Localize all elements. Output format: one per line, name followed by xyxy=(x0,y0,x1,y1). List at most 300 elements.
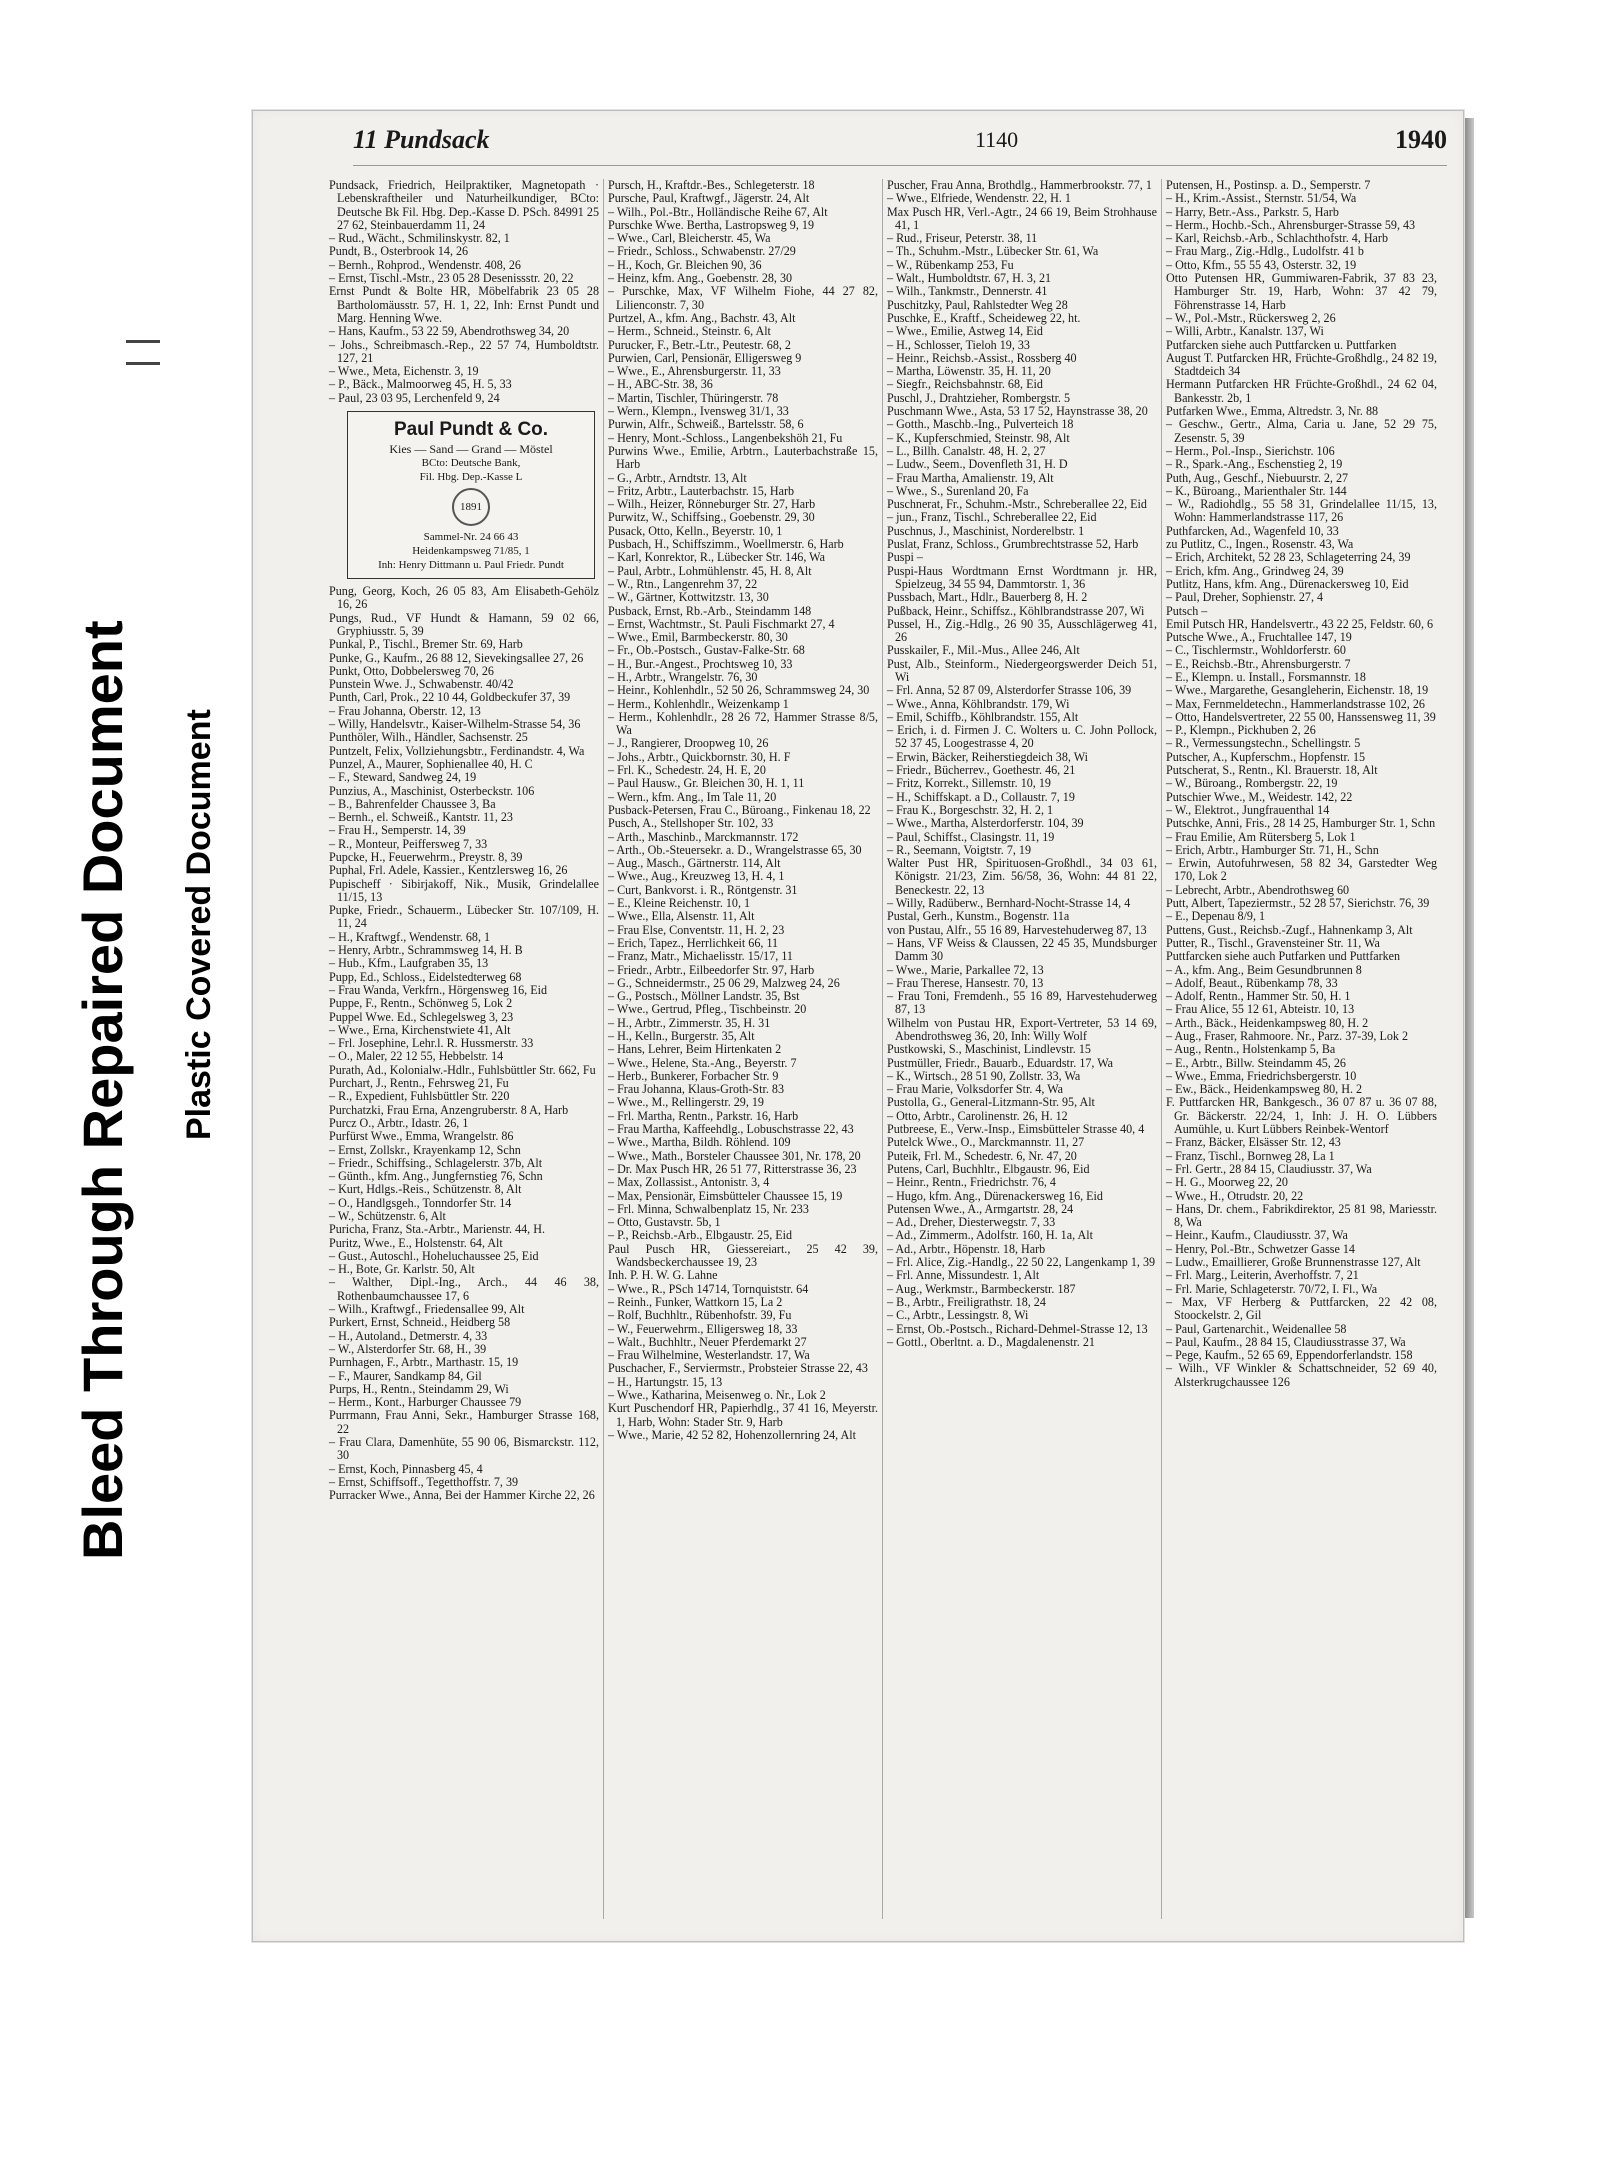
directory-entry: – Frau Wilhelmine, Westerlandstr. 17, Wa xyxy=(608,1348,810,1363)
directory-entry: – Frau Martha, Amalienstr. 19, Alt xyxy=(887,470,1054,485)
directory-entry: – W., Elektrot., Jungfrauenthal 14 xyxy=(1166,802,1330,817)
directory-entry: – Wwe., Ella, Alsenstr. 11, Alt xyxy=(608,909,755,924)
directory-entry: – Paul, Schiffst., Clasingstr. 11, 19 xyxy=(887,829,1055,844)
directory-entry: Purps, H., Rentn., Steindamm 29, Wi xyxy=(329,1381,509,1396)
directory-entry: – Wwe., Katharina, Meisenweg o. Nr., Lok 2 xyxy=(608,1388,826,1403)
directory-entry: – Walt., Humboldtstr. 67, H. 3, 21 xyxy=(887,271,1052,286)
directory-entry: – Lebrecht, Arbtr., Abendrothsweg 60 xyxy=(1166,882,1350,897)
directory-entry: – J., Rangierer, Droopweg 10, 26 xyxy=(608,736,769,751)
directory-entry: – Max, Pensionär, Eimsbütteler Chaussee 15, 19 xyxy=(608,1188,843,1203)
directory-entry: – R., Spark.-Ang., Eschenstieg 2, 19 xyxy=(1166,457,1343,472)
directory-entry: – L., Billh. Canalstr. 48, H. 2, 27 xyxy=(887,443,1046,458)
directory-entry: – Otto, Arbtr., Carolinenstr. 26, H. 12 xyxy=(887,1108,1068,1123)
directory-entry: Pustkowski, S., Maschinist, Lindlevstr. 15 xyxy=(887,1042,1091,1057)
directory-entry: – Bernh., el. Schweiß., Kantstr. 11, 23 xyxy=(329,810,513,825)
directory-entry: Walter Pust HR, Spirituosen-Großhdl., 34 03 61, Königstr. 21/23, Zim. 56/58, 36, Wohn: 44 81 22, Beneckestr. 22, 13 xyxy=(887,856,1157,897)
directory-entry: Pustolla, G., General-Litzmann-Str. 95, Alt xyxy=(887,1095,1095,1110)
directory-entry: – Herb., Bunkerer, Forbacher Str. 9 xyxy=(608,1068,779,1083)
directory-entry: Punth, Carl, Prok., 22 10 44, Goldbeckufer 37, 39 xyxy=(329,690,571,705)
directory-entry: – Geschw., Gertr., Alma, Caria u. Jane, 52 29 75, Zesenstr. 5, 39 xyxy=(1166,417,1437,445)
directory-entry: – Erich, Arbtr., Hamburger Str. 71, H., Schn xyxy=(1166,842,1379,857)
directory-entry: Punstein Wwe. J., Schwabenstr. 40/42 xyxy=(329,677,514,692)
directory-entry: – Martha, Löwenstr. 35, H. 11, 20 xyxy=(887,364,1051,379)
directory-entry: – Curt, Bankvorst. i. R., Röntgenstr. 31 xyxy=(608,882,798,897)
directory-entry: Puteik, Frl. M., Schedestr. 6, Nr. 47, 20 xyxy=(887,1148,1077,1163)
directory-entry: – Frl. K., Schedestr. 24, H. E, 20 xyxy=(608,763,766,778)
directory-entry: – Ad., Arbtr., Höpenstr. 18, Harb xyxy=(887,1241,1046,1256)
directory-entry: – W., Pol.-Mstr., Rückersweg 2, 26 xyxy=(1166,310,1336,325)
directory-entry: – Franz, Tischl., Bornweg 28, La 1 xyxy=(1166,1148,1335,1163)
directory-entry: Puppe, F., Rentn., Schönweg 5, Lok 2 xyxy=(329,996,513,1011)
directory-entry: Putbreese, E., Verw.-Insp., Eimsbütteler Strasse 40, 4 xyxy=(887,1122,1145,1137)
directory-entry: – Herm., Kohlenhdlr., 28 26 72, Hammer Strasse 8/5, Wa xyxy=(608,709,878,738)
directory-entry: – H., Hartungstr. 15, 13 xyxy=(608,1374,723,1389)
directory-entry: – Willy, Radüberw., Bernhard-Nocht-Strasse 14, 4 xyxy=(887,896,1131,911)
directory-entry: Puth, Aug., Geschf., Niebuurstr. 2, 27 xyxy=(1166,470,1349,485)
directory-entry: – Frl. Minna, Schwalbenplatz 15, Nr. 233 xyxy=(608,1201,809,1216)
directory-entry: – Wwe., Anna, Köhlbrandstr. 179, Wi xyxy=(887,696,1070,711)
directory-entry: Putelck Wwe., O., Marckmannstr. 11, 27 xyxy=(887,1135,1085,1150)
directory-entry: – Frau Alice, 55 12 61, Abteistr. 10, 13 xyxy=(1166,1002,1355,1017)
directory-entry: – Frl. Anne, Missundestr. 1, Alt xyxy=(887,1268,1040,1283)
directory-entry: Pursch, H., Kraftdr.-Bes., Schlegeterstr. 18 xyxy=(608,179,815,192)
directory-entry: – Willy, Handelsvtr., Kaiser-Wilhelm-Strasse 54, 36 xyxy=(329,717,581,732)
directory-entry: – Frau Emilie, Am Rütersberg 5, Lok 1 xyxy=(1166,829,1356,844)
directory-entry: Purwins Wwe., Emilie, Arbtrn., Lauterbachstraße 15, Harb xyxy=(608,443,878,472)
directory-entry: – Herm., Kont., Harburger Chaussee 79 xyxy=(329,1395,522,1410)
page-number: 1140 xyxy=(975,127,1019,152)
directory-column-3 xyxy=(883,179,1162,1919)
directory-entry: – Wwe., Meta, Eichenstr. 3, 19 xyxy=(329,364,479,379)
directory-entry: – Purschke, Max, VF Wilhelm Fiohe, 44 27 82, Lilienconstr. 7, 30 xyxy=(608,284,878,312)
directory-entry: – Fritz, Korrekt., Sillemstr. 10, 19 xyxy=(887,776,1051,791)
directory-entry: – H., Bur.-Angest., Prochtsweg 10, 33 xyxy=(608,656,793,671)
directory-entry: – Frau Martha, Kaffeehdlg., Lobuschstrasse 22, 43 xyxy=(608,1122,854,1137)
directory-entry: Putt, Albert, Tapeziermstr., 52 28 57, Sierichstr. 76, 39 xyxy=(1166,896,1430,911)
directory-entry: Punke, G., Kaufm., 26 88 12, Sievekingsallee 27, 26 xyxy=(329,650,584,665)
directory-entry: August T. Putfarcken HR, Früchte-Großhdlg., 24 82 19, Stadtdeich 34 xyxy=(1166,350,1437,379)
directory-entry: – Kurt, Hdlgs.-Reis., Schützenstr. 8, Alt xyxy=(329,1182,522,1197)
directory-entry: Puscher, Frau Anna, Brothdlg., Hammerbrookstr. 77, 1 xyxy=(887,179,1152,192)
scan-mark xyxy=(126,362,160,365)
directory-column-4 xyxy=(1162,179,1441,1919)
directory-entry: Pupischeff · Sibirjakoff, Nik., Musik, Grindelallee 11/15, 13 xyxy=(329,876,599,904)
directory-entry: – Ad., Dreher, Diesterwegstr. 7, 33 xyxy=(887,1215,1056,1230)
directory-entry: – Max, Zollassist., Antonistr. 3, 4 xyxy=(608,1175,770,1190)
directory-entry: – Otto, Kfm., 55 55 43, Osterstr. 32, 19 xyxy=(1166,257,1357,272)
ad-phone: Sammel-Nr. 24 66 43 xyxy=(423,531,519,544)
page-header xyxy=(353,125,1447,166)
directory-entry: – Wwe., H., Otrudstr. 20, 22 xyxy=(1166,1188,1304,1203)
directory-entry: – H., Kraftwgf., Wendenstr. 68, 1 xyxy=(329,929,491,944)
directory-entry: Purucker, F., Betr.-Ltr., Peutestr. 68, 2 xyxy=(608,337,791,352)
directory-entry: Pussbach, Mart., Hdlr., Bauerberg 8, H. 2 xyxy=(887,590,1088,605)
directory-entry: – Gottl., Oberltnt. a. D., Magdalenenstr. 21 xyxy=(887,1334,1095,1349)
directory-entry: – H., Bote, Gr. Karlstr. 50, Alt xyxy=(329,1262,475,1277)
secondary-side-label: Plastic Covered Document xyxy=(180,709,218,1140)
directory-entry: – C., Tischlermstr., Wohldorferstr. 60 xyxy=(1166,643,1346,658)
directory-entry: Purschke Wwe. Bertha, Lastropsweg 9, 19 xyxy=(608,217,814,232)
directory-entry: – Aug., Werkmstr., Barmbeckerstr. 187 xyxy=(887,1281,1076,1296)
directory-entry: Pustal, Gerh., Kunstm., Bogenstr. 11a xyxy=(887,909,1070,924)
directory-entry: – Emil, Schiffb., Köhlbrandstr. 155, Alt xyxy=(887,709,1079,724)
directory-entry: – Gust., Autoschl., Hoheluchaussee 25, Eid xyxy=(329,1248,539,1263)
directory-entry: – Karl, Reichsb.-Arb., Schlachthofstr. 4, Harb xyxy=(1166,231,1389,246)
directory-entry: – Ludw., Seem., Dovenfleth 31, H. D xyxy=(887,457,1068,472)
directory-entry: – Siegfr., Reichsbahnstr. 68, Eid xyxy=(887,377,1043,392)
directory-entry: – Frl. Gertr., 28 84 15, Claudiusstr. 37, Wa xyxy=(1166,1161,1372,1176)
directory-entry: – Wwe., Marie, Parkallee 72, 13 xyxy=(887,962,1044,977)
directory-entry: – Johs., Arbtr., Quickbornstr. 30, H. F xyxy=(608,749,791,764)
directory-entry: – G., Schneidermstr., 25 06 29, Malzweg 24, 26 xyxy=(608,975,840,990)
directory-entry: – Wwe., E., Ahrensburgerstr. 11, 33 xyxy=(608,364,781,379)
directory-entry: – K., Wirtsch., 28 51 90, Zollstr. 33, Wa xyxy=(887,1068,1081,1083)
directory-entry: Purchart, J., Rentn., Fehrsweg 21, Fu xyxy=(329,1076,509,1091)
directory-entry: Pursche, Paul, Kraftwgf., Jägerstr. 24, Alt xyxy=(608,191,810,206)
directory-entry: Puppel Wwe. Ed., Schlegelsweg 3, 23 xyxy=(329,1009,514,1024)
directory-entry: Pussel, H., Zig.-Hdlg., 26 90 35, Ausschlägerweg 41, 26 xyxy=(887,616,1157,645)
directory-entry: – Hugo, kfm. Ang., Dürenackersweg 16, Eid xyxy=(887,1188,1103,1203)
directory-entry: – W., Rübenkamp 253, Fu xyxy=(887,257,1014,272)
directory-entry: Otto Putensen HR, Gummiwaren-Fabrik, 37 83 23, Hamburger Str. 19, Harb, Wohn: 37 42 79, Föhrenstrasse 14, Harb xyxy=(1166,271,1437,312)
directory-entry: – Henry, Mont.-Schloss., Langenbekshöh 21, Fu xyxy=(608,430,843,445)
advertisement-box xyxy=(347,411,595,579)
directory-entry: – Erich, kfm. Ang., Grindweg 24, 39 xyxy=(1166,563,1344,578)
directory-entry: – W., Schützenstr. 6, Alt xyxy=(329,1209,446,1223)
directory-entry: Pusback, Ernst, Rb.-Arb., Steindamm 148 xyxy=(608,603,812,618)
directory-entry: Puschmann Wwe., Asta, 53 17 52, Haynstrasse 38, 20 xyxy=(887,404,1148,419)
directory-entry: – Friedr., Schloss., Schwabenstr. 27/29 xyxy=(608,244,796,259)
directory-entry: – Frau Marie, Volksdorfer Str. 4, Wa xyxy=(887,1082,1064,1097)
directory-entry: – Frau Clara, Damenhüte, 55 90 06, Bismarckstr. 112, 30 xyxy=(329,1435,599,1463)
directory-entry: Putscher, A., Kupferschm., Hopfenstr. 15 xyxy=(1166,749,1366,764)
year-label: 1940 xyxy=(1395,125,1447,154)
directory-entry: Punzius, A., Maschinist, Osterbeckstr. 106 xyxy=(329,783,535,798)
ad-owners: Inh: Henry Dittmann u. Paul Friedr. Pundt xyxy=(378,559,564,572)
directory-entry: – H., ABC-Str. 38, 36 xyxy=(608,377,713,392)
directory-entry: Emil Putsch HR, Handelsvertr., 43 22 25, Feldstr. 60, 6 xyxy=(1166,616,1434,631)
directory-entry: – Ernst, Wachtmstr., St. Pauli Fischmarkt 27, 4 xyxy=(608,616,835,631)
directory-entry: Purfürst Wwe., Emma, Wrangelstr. 86 xyxy=(329,1129,514,1144)
directory-entry: – Bernh., Rohprod., Wendenstr. 408, 26 xyxy=(329,257,521,272)
directory-entry: – Arth., Maschinb., Marckmannstr. 172 xyxy=(608,829,799,844)
directory-entry: – Th., Schuhm.-Mstr., Lübecker Str. 61, Wa xyxy=(887,244,1099,259)
directory-entry: Pupcke, H., Feuerwehrm., Preystr. 8, 39 xyxy=(329,849,523,864)
directory-entry: Putens, Carl, Buchhltr., Elbgaustr. 96, Eid xyxy=(887,1161,1090,1176)
directory-entry: Purath, Ad., Kolonialw.-Hdlr., Fuhlsbüttler Str. 662, Fu xyxy=(329,1062,596,1077)
directory-entry: – Erich, i. d. Firmen J. C. Wolters u. C. John Pollock, 52 37 45, Loogestrasse 4, 20 xyxy=(887,723,1157,751)
directory-entry: Putensen, H., Postinsp. a. D., Semperstr. 7 xyxy=(1166,179,1371,192)
directory-entry: – Herm., Kohlenhdlr., Weizenkamp 1 xyxy=(608,696,789,711)
directory-entry: – Wwe., Emilie, Astweg 14, Eid xyxy=(887,324,1043,339)
directory-entry: – F., Steward, Sandweg 24, 19 xyxy=(329,770,477,785)
directory-entry: – Johs., Schreibmasch.-Rep., 22 57 74, Humboldtstr. 127, 21 xyxy=(329,337,599,365)
directory-entry: Purwin, Alfr., Schweiß., Bartelsstr. 58, 6 xyxy=(608,417,804,432)
directory-entry: Max Pusch HR, Verl.-Agtr., 24 66 19, Beim Strohhause 41, 1 xyxy=(887,204,1157,232)
directory-entry: – Heinr., Rentn., Friedrichstr. 76, 4 xyxy=(887,1175,1056,1190)
directory-entry: Pundsack, Friedrich, Heilpraktiker, Magnetopath · Lebenskraftheiler und Naturheilkundiger, BCto: Deutsche Bk Fil. Hbg. Dep.-Kasse D. PSch. 84991 25 27 62, Steinbauerdamm 11, 24 xyxy=(329,179,599,232)
directory-entry: – W., Feuerwehrm., Elligersweg 18, 33 xyxy=(608,1321,798,1336)
directory-entry: – Friedr., Arbtr., Eilbeedorfer Str. 97, Harb xyxy=(608,962,815,977)
directory-entry: Pusack, Otto, Kelln., Beyerstr. 10, 1 xyxy=(608,523,783,538)
directory-entry: – O., Maler, 22 12 55, Hebbelstr. 14 xyxy=(329,1049,504,1064)
directory-entry: Puspi-Haus Wordtmann Ernst Wordtmann jr. HR, Spielzeug, 34 55 94, Dammtorstr. 1, 36 xyxy=(887,563,1157,591)
directory-column-2 xyxy=(604,179,883,1919)
directory-entry: – Wern., Klempn., Ivensweg 31/1, 33 xyxy=(608,404,789,419)
directory-entry: – Heinr., Kaufm., Claudiusstr. 37, Wa xyxy=(1166,1228,1348,1243)
directory-entry: – Ew., Bäck., Heidenkampsweg 80, H. 2 xyxy=(1166,1082,1363,1097)
directory-entry: – Wwe., Martha, Bildh. Röhlend. 109 xyxy=(608,1135,791,1150)
directory-entry: Purchatzki, Frau Erna, Anzengruberstr. 8 A, Harb xyxy=(329,1102,569,1117)
directory-entry: – Henry, Arbtr., Schrammsweg 14, H. B xyxy=(329,943,523,958)
directory-entry: Puntzelt, Felix, Vollziehungsbtr., Ferdinandstr. 4, Wa xyxy=(329,743,585,758)
directory-entry: – H., Autoland., Detmerstr. 4, 33 xyxy=(329,1328,488,1343)
directory-entry: – Hans, Lehrer, Beim Hirtenkaten 2 xyxy=(608,1042,782,1057)
directory-entry: – E., Reichsb.-Btr., Ahrensburgerstr. 7 xyxy=(1166,656,1351,671)
directory-entry: – E., Depenau 8/9, 1 xyxy=(1166,909,1266,924)
directory-entry: Kurt Puschendorf HR, Papierhdlg., 37 41 16, Meyerstr. 1, Harb, Wohn: Stader Str. 9, Harb xyxy=(608,1401,878,1429)
directory-entry: – Wwe., R., PSch 14714, Tornquiststr. 64 xyxy=(608,1281,809,1296)
directory-entry: – K., Büroang., Marienthaler Str. 144 xyxy=(1166,483,1347,498)
directory-entry: – Rolf, Buchhltr., Rübenhofstr. 39, Fu xyxy=(608,1308,792,1323)
directory-entry: – Paul, 23 03 95, Lerchenfeld 9, 24 xyxy=(329,390,500,405)
directory-entry: Putfarken Wwe., Emma, Altredstr. 3, Nr. 88 xyxy=(1166,404,1379,419)
directory-entry: – Willi, Arbtr., Kanalstr. 137, Wi xyxy=(1166,324,1324,339)
directory-entry: Puricha, Franz, Sta.-Arbtr., Marienstr. 44, H. xyxy=(329,1222,545,1237)
directory-entry: – Frau Therese, Hansestr. 70, 13 xyxy=(887,975,1044,990)
directory-entry: Puslat, Franz, Schloss., Grumbrechtstrasse 52, Harb xyxy=(887,537,1139,552)
directory-entry: – Gotth., Maschb.-Ing., Pulverteich 18 xyxy=(887,417,1074,432)
directory-entry: – B., Arbtr., Freiligrathstr. 18, 24 xyxy=(887,1294,1046,1309)
directory-entry: – Herm., Schneid., Steinstr. 6, Alt xyxy=(608,324,771,339)
directory-entry: Paul Pusch HR, Giessereiart., 25 42 39, Wandsbeckerchaussee 19, 23 xyxy=(608,1241,878,1270)
directory-entry: Puthfarcken, Ad., Wagenfeld 10, 33 xyxy=(1166,523,1339,538)
directory-entry: – Wwe., Martha, Alsterdorferstr. 104, 39 xyxy=(887,816,1084,831)
directory-entry: – Ernst, Koch, Pinnasberg 45, 4 xyxy=(329,1461,483,1476)
directory-entry: – Friedr., Bücherrev., Goethestr. 46, 21 xyxy=(887,763,1076,778)
directory-entry: – H., Schiffskapt. a D., Collaustr. 7, 19 xyxy=(887,789,1075,804)
directory-entry: – Paul, Arbtr., Lohmühlenstr. 45, H. 8, Alt xyxy=(608,563,812,578)
ad-bank-line: BCto: Deutsche Bank, xyxy=(421,457,521,470)
directory-entry: – Heinr., Kohlenhdlr., 52 50 26, Schrammsweg 24, 30 xyxy=(608,683,870,698)
directory-entry: Purnhagen, F., Arbtr., Marthastr. 15, 19 xyxy=(329,1355,519,1370)
directory-entry: – Wwe., Math., Borsteler Chaussee 301, Nr. 178, 20 xyxy=(608,1148,861,1163)
directory-entry: – Frl. Alice, Zig.-Handlg., 22 50 22, Langenkamp 1, 39 xyxy=(887,1255,1156,1270)
directory-entry: Inh. P. H. W. G. Lahne xyxy=(608,1268,718,1283)
directory-entry: – R., Seemann, Voigtstr. 7, 19 xyxy=(887,842,1032,857)
ad-address: Heidenkampsweg 71/85, 1 xyxy=(412,545,530,558)
directory-entry: Pußback, Heinr., Schiffsz., Köhlbrandstrasse 207, Wi xyxy=(887,603,1145,618)
directory-entry: – Aug., Masch., Gärtnerstr. 114, Alt xyxy=(608,856,781,871)
directory-entry: Purwien, Carl, Pensionär, Elligersweg 9 xyxy=(608,350,802,365)
directory-entry: – H., Schlosser, Tieloh 19, 33 xyxy=(887,337,1030,352)
directory-entry: – Wwe., Elfriede, Wendenstr. 22, H. 1 xyxy=(887,191,1071,206)
directory-entry: – jun., Franz, Tischl., Schreberallee 22, Eid xyxy=(887,510,1097,525)
directory-entry: Putensen Wwe., A., Armgartstr. 28, 24 xyxy=(887,1201,1074,1216)
directory-entry: – W., Radiohdlg., 55 58 31, Grindelallee 11/15, 13, Wohn: Hammerlandstrasse 117, 26 xyxy=(1166,497,1437,525)
ad-title: Paul Pundt & Co. xyxy=(393,419,549,441)
directory-entry: Pustmüller, Friedr., Bauarb., Eduardstr. 17, Wa xyxy=(887,1055,1114,1070)
directory-entry: Hermann Putfarcken HR Früchte-Großhdl., 24 62 04, Bankesstr. 2b, 1 xyxy=(1166,377,1437,405)
directory-entry: – Martin, Tischler, Thüringerstr. 78 xyxy=(608,390,779,405)
directory-entry: – Herm., Pol.-Insp., Sierichstr. 106 xyxy=(1166,443,1335,458)
directory-entry: – Wwe., Erna, Kirchenstwiete 41, Alt xyxy=(329,1022,511,1037)
directory-entry: – Fritz, Arbtr., Lauterbachstr. 15, Harb xyxy=(608,483,795,498)
directory-entry: – P., Bäck., Malmoorweg 45, H. 5, 33 xyxy=(329,377,512,392)
directory-entry: – Max, Fernmeldetechn., Hammerlandstrasse 102, 26 xyxy=(1166,696,1425,711)
directory-entry: Puttens, Gust., Reichsb.-Zugf., Hahnenkamp 3, Alt xyxy=(1166,922,1413,937)
directory-entry: Purrmann, Frau Anni, Sekr., Hamburger Strasse 168, 22 xyxy=(329,1408,599,1436)
directory-entry: – Hans, Dr. chem., Fabrikdirektor, 25 81 98, Mariesstr. 8, Wa xyxy=(1166,1201,1437,1230)
directory-entry: Purracker Wwe., Anna, Bei der Hammer Kirche 22, 26 xyxy=(329,1488,595,1503)
directory-entry: – E., Klempn. u. Install., Forsmannstr. 18 xyxy=(1166,669,1366,684)
directory-entry: – Friedr., Schiffsing., Schlagelerstr. 37b, Alt xyxy=(329,1155,543,1170)
directory-entry: Pung, Georg, Koch, 26 05 83, Am Elisabeth-Gehölz 16, 26 xyxy=(329,584,599,612)
directory-entry: – Frl. Marie, Schlageterstr. 70/72, I. Fl., Wa xyxy=(1166,1281,1378,1296)
directory-entry: Purcz O., Arbtr., Idastr. 26, 1 xyxy=(329,1115,469,1130)
directory-entry: – Rud., Friseur, Peterstr. 38, 11 xyxy=(887,231,1038,246)
directory-entry: – Frau K., Borgeschstr. 32, H. 2, 1 xyxy=(887,802,1054,817)
directory-entry: – P., Klempn., Pickhuben 2, 26 xyxy=(1166,723,1316,738)
directory-entry: – W., Gärtner, Kottwitzstr. 13, 30 xyxy=(608,590,769,605)
directory-entry: – Wilh., VF Winkler & Schattschneider, 52 69 40, Alsterkrugchaussee 126 xyxy=(1166,1361,1437,1389)
directory-entry: Purwitz, W., Schiffsing., Goebenstr. 29, 30 xyxy=(608,510,815,525)
directory-entry: Putter, R., Tischl., Gravensteiner Str. 11, Wa xyxy=(1166,935,1380,950)
ad-bank-line: Fil. Hbg. Dep.-Kasse L xyxy=(419,471,523,484)
directory-entry: zu Putlitz, C., Ingen., Rosenstr. 43, Wa xyxy=(1166,537,1354,552)
directory-entry: Putlitz, Hans, kfm. Ang., Dürenackersweg 10, Eid xyxy=(1166,576,1409,591)
directory-entry: – R., Vermessungstechn., Schellingstr. 5 xyxy=(1166,736,1361,751)
directory-entry: – H., Krim.-Assist., Sternstr. 51/54, Wa xyxy=(1166,191,1357,206)
directory-entry: – Wwe., Carl, Bleicherstr. 45, Wa xyxy=(608,231,771,246)
directory-entry: Punkal, P., Tischl., Bremer Str. 69, Harb xyxy=(329,637,523,652)
directory-entry: Purkert, Ernst, Schneid., Heidberg 58 xyxy=(329,1315,511,1330)
directory-columns xyxy=(325,179,1443,1919)
directory-entry: – Karl, Konrektor, R., Lübecker Str. 146, Wa xyxy=(608,550,825,565)
directory-entry: – W., Rtn., Langenrehm 37, 22 xyxy=(608,576,758,591)
directory-entry: – Adolf, Rentn., Hammer Str. 50, H. 1 xyxy=(1166,989,1351,1004)
directory-entry: – Herm., Hochb.-Sch., Ahrensburger-Strasse 59, 43 xyxy=(1166,217,1416,232)
scan-mark xyxy=(126,340,160,343)
directory-entry: Putscherat, S., Rentn., Kl. Brauerstr. 18, Alt xyxy=(1166,763,1378,778)
directory-entry: – Otto, Handelsvertreter, 22 55 00, Hanssensweg 11, 39 xyxy=(1166,709,1436,724)
directory-entry: Puttfarcken siehe auch Putfarken und Puttfarken xyxy=(1166,949,1401,964)
directory-entry: – Frau Toni, Fremdenh., 55 16 89, Harvestehuderweg 87, 13 xyxy=(887,989,1157,1017)
directory-entry: – Frl. Marg., Leiterin, Averhoffstr. 7, 21 xyxy=(1166,1268,1359,1283)
directory-entry: – Wwe., Aug., Kreuzweg 13, H. 4, 1 xyxy=(608,869,785,884)
directory-entry: – H., Koch, Gr. Bleichen 90, 36 xyxy=(608,257,762,272)
directory-entry: Pusch, A., Stellshoper Str. 102, 33 xyxy=(608,816,774,831)
directory-entry: Purtzel, A., kfm. Ang., Bachstr. 43, Alt xyxy=(608,310,796,325)
directory-entry: – Wwe., Marie, 42 52 82, Hohenzollernring 24, Alt xyxy=(608,1427,856,1442)
primary-side-label: Bleed Through Repaired Document xyxy=(71,620,134,1560)
directory-entry: – Ernst, Tischl.-Mstr., 23 05 28 Desenissstr. 20, 22 xyxy=(329,271,574,286)
directory-entry: Pungs, Rud., VF Hundt & Hamann, 59 02 66, Gryphiusstr. 5, 39 xyxy=(329,610,599,638)
directory-entry: – Wwe., Emil, Barmbeckerstr. 80, 30 xyxy=(608,630,788,645)
directory-entry: – Paul, Dreher, Sophienstr. 27, 4 xyxy=(1166,590,1324,605)
directory-entry: – Ernst, Schiffsoff., Tegetthoffstr. 7, 39 xyxy=(329,1474,519,1489)
directory-entry: – H., Kelln., Burgerstr. 35, Alt xyxy=(608,1029,755,1043)
directory-entry: – Wwe., Helene, Sta.-Ang., Beyerstr. 7 xyxy=(608,1055,797,1070)
directory-entry: Ernst Pundt & Bolte HR, Möbelfabrik 23 05 28 Bartholomäusstr. 57, H. 1, 22, Inh: Ernst Pundt und Marg. Henning Wwe. xyxy=(329,284,599,325)
directory-entry: – Erich, Architekt, 52 28 23, Schlageterring 24, 39 xyxy=(1166,550,1411,565)
directory-entry: – Wwe., S., Surenland 20, Fa xyxy=(887,483,1029,498)
directory-entry: – B., Bahrenfelder Chaussee 3, Ba xyxy=(329,796,496,811)
directory-entry: – Paul, Gartenarchit., Weidenallee 58 xyxy=(1166,1321,1347,1336)
directory-entry: – R., Expedient, Fuhlsbüttler Str. 220 xyxy=(329,1089,510,1104)
directory-entry: – Harry, Betr.-Ass., Parkstr. 5, Harb xyxy=(1166,204,1339,219)
directory-entry: – Reinh., Funker, Wattkorn 15, La 2 xyxy=(608,1294,783,1309)
directory-entry: – Heinr., Reichsb.-Assist., Rossberg 40 xyxy=(887,350,1077,365)
directory-entry: – Arth., Ob.-Steuersekr. a. D., Wrangelstrasse 65, 30 xyxy=(608,842,862,857)
directory-entry: – Walther, Dipl.-Ing., Arch., 44 46 38, Rothenbaumchaussee 17, 6 xyxy=(329,1275,599,1303)
directory-entry: – Hub., Kfm., Laufgraben 35, 13 xyxy=(329,956,489,971)
directory-entry: von Pustau, Alfr., 55 16 89, Harvestehuderweg 87, 13 xyxy=(887,922,1147,937)
directory-entry: – Wwe., Gertrud, Pfleg., Tischbeinstr. 20 xyxy=(608,1002,807,1017)
directory-entry: Putfarcken siehe auch Puttfarcken u. Puttfarken xyxy=(1166,337,1397,352)
directory-entry: – Henry, Pol.-Btr., Schwetzer Gasse 14 xyxy=(1166,1241,1355,1256)
directory-entry: F. Puttfarcken HR, Bankgesch., 36 07 87 u. 36 07 88, Gr. Bäckerstr. 22/24, 1, Inh: J. H. O. Lübbers Aumühle, u. Kurt Lübbers Reinbek-Wentorf xyxy=(1166,1095,1437,1137)
directory-entry: – Ernst, Zollskr., Krayenkamp 12, Schn xyxy=(329,1142,521,1157)
directory-entry: Putschier Wwe., M., Weidestr. 142, 22 xyxy=(1166,789,1353,804)
directory-entry: – Wilh., Tankmstr., Dennerstr. 41 xyxy=(887,284,1048,299)
directory-entry: Wilhelm von Pustau HR, Export-Vertreter, 53 14 69, Abendrothsweg 36, 20, Inh: Willy Wolf xyxy=(887,1015,1157,1043)
directory-entry: Punthöler, Wilh., Händler, Sachsenstr. 25 xyxy=(329,730,528,745)
directory-entry: – O., Handlgsgeh., Tonndorfer Str. 14 xyxy=(329,1195,512,1210)
directory-entry: Puschnus, J., Maschinist, Norderelbstr. 1 xyxy=(887,523,1085,538)
directory-entry: – Max, VF Herberg & Puttfarcken, 22 42 08, Stoockelstr. 2, Gil xyxy=(1166,1294,1437,1323)
directory-entry: – H., Arbtr., Zimmerstr. 35, H. 31 xyxy=(608,1015,771,1030)
directory-entry: – Wilh., Heizer, Rönneburger Str. 27, Harb xyxy=(608,497,816,512)
directory-entry: Putsche Wwe., A., Fruchtallee 147, 19 xyxy=(1166,630,1352,645)
directory-page xyxy=(252,110,1464,1942)
directory-entry: – Aug., Fraser, Rahmoore. Nr., Parz. 37-39, Lok 2 xyxy=(1166,1029,1409,1043)
directory-entry: Puschacher, F., Serviermstr., Probsteier Strasse 22, 43 xyxy=(608,1361,868,1376)
directory-entry: – Paul, Kaufm., 28 84 15, Claudiusstrasse 37, Wa xyxy=(1166,1334,1406,1349)
directory-entry: Pusskailer, F., Mil.-Mus., Allee 246, Alt xyxy=(887,643,1080,658)
directory-entry: – Wwe., Emma, Friedrichsbergerstr. 10 xyxy=(1166,1068,1357,1083)
directory-entry: – Frl. Martha, Rentn., Parkstr. 16, Harb xyxy=(608,1108,799,1123)
directory-entry: – Walt., Buchhltr., Neuer Pferdemarkt 27 xyxy=(608,1334,807,1349)
directory-entry: – Erich, Tapez., Herrlichkeit 66, 11 xyxy=(608,935,779,950)
directory-entry: – K., Kupferschmied, Steinstr. 98, Alt xyxy=(887,430,1070,445)
directory-entry: Puritz, Wwe., E., Holstenstr. 64, Alt xyxy=(329,1235,503,1250)
directory-column-1 xyxy=(325,179,604,1919)
directory-entry: – Frau Marg., Zig.-Hdlg., Ludolfstr. 41 b xyxy=(1166,244,1364,259)
directory-entry: Puspi – xyxy=(887,550,923,565)
directory-entry: – A., kfm. Ang., Beim Gesundbrunnen 8 xyxy=(1166,962,1362,977)
directory-entry: Puschnerat, Fr., Schuhm.-Mstr., Schreberallee 22, Eid xyxy=(887,497,1147,512)
side-labels xyxy=(70,120,270,1820)
directory-entry: – Frau Else, Conventstr. 11, H. 2, 23 xyxy=(608,922,785,937)
directory-entry: – H. G., Moorweg 22, 20 xyxy=(1166,1175,1288,1190)
directory-entry: Pusbach, H., Schiffszimm., Woellmerstr. 6, Harb xyxy=(608,537,844,552)
directory-entry: – Ludw., Emaillierer, Große Brunnenstrasse 127, Alt xyxy=(1166,1255,1421,1270)
directory-entry: Punzel, A., Maurer, Sophienallee 40, H. C xyxy=(329,756,533,771)
directory-entry: – W., Alsterdorfer Str. 68, H., 39 xyxy=(329,1341,487,1356)
directory-entry: Puphal, Frl. Adele, Kassier., Kentzlersweg 16, 26 xyxy=(329,863,568,878)
directory-entry: – Franz, Bäcker, Elsässer Str. 12, 43 xyxy=(1166,1135,1341,1150)
directory-entry: – Heinz, kfm. Ang., Goebenstr. 28, 30 xyxy=(608,271,793,286)
directory-entry: Putschke, Anni, Fris., 28 14 25, Hamburger Str. 1, Schn xyxy=(1166,816,1436,831)
directory-entry: – C., Arbtr., Lessingstr. 8, Wi xyxy=(887,1308,1029,1323)
directory-entry: – Fr., Ob.-Postsch., Gustav-Falke-Str. 68 xyxy=(608,643,805,658)
directory-entry: – Adolf, Beaut., Rübenkamp 78, 33 xyxy=(1166,975,1338,990)
directory-entry: – Dr. Max Pusch HR, 26 51 77, Ritterstrasse 36, 23 xyxy=(608,1161,857,1176)
directory-entry: – Ernst, Ob.-Postsch., Richard-Dehmel-Strasse 12, 13 xyxy=(887,1321,1148,1336)
directory-entry: Puschitzky, Paul, Rahlstedter Weg 28 xyxy=(887,297,1068,312)
directory-entry: Puschke, E., Kraftf., Scheideweg 22, ht. xyxy=(887,310,1081,325)
